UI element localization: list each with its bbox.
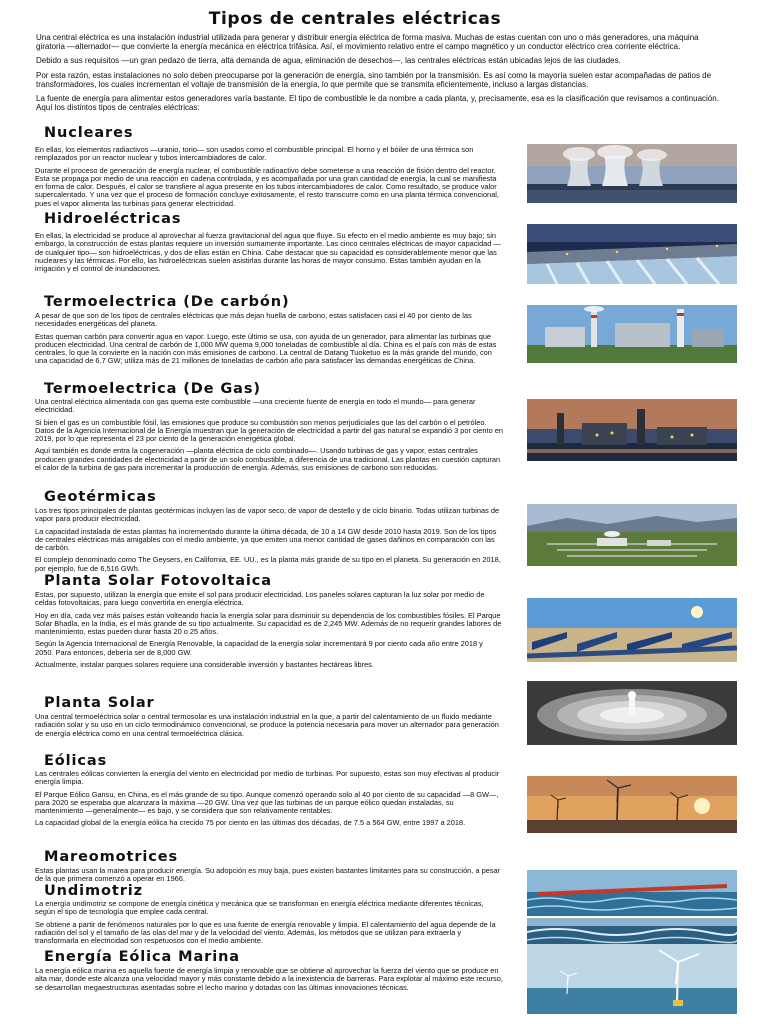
section-paragraph: Estas, por supuesto, utilizan la energía que emite el sol para producir electricidad. Los paneles solares capturan la luz solar por medio de celdas fotovoltaicas, para luego convertirla en energía eléctrica.	[35, 590, 485, 608]
section-title: Mareomotrices	[44, 849, 179, 865]
section-paragraph: Aquí también es donde entra la cogeneración —planta eléctrica de ciclo combinado—. Usando turbinas de gas y vapor, estas centrales producen grandes cantidades de electricidad a partir de un solo combustible, a diferencia de una tradicional. Las plantas en cuestión capturan el calor de la turbina de gas para incrementar la producción de energía. Además, sus emisiones de carbono son reducidas.	[35, 446, 501, 473]
geothermal-plant-photo	[527, 504, 737, 566]
section-title: Termoelectrica (De Gas)	[44, 381, 261, 397]
section-paragraph: Las centrales eólicas convierten la energía del viento en electricidad por medio de turbinas. Por supuesto, estas son muy efectivas al producir energía limpia.	[35, 769, 500, 787]
section-paragraph: El complejo denominado como The Geysers, en California, EE. UU., es la planta más grande de su tipo en el planeta. Su generación en 2018, por ejemplo, fue de 6,516 GWh.	[35, 555, 501, 573]
section-title: Eólicas	[44, 753, 108, 769]
section-body	[35, 312, 503, 370]
coal-power-plant-photo	[527, 305, 737, 363]
section-body	[35, 713, 503, 742]
section-title: Planta Solar	[44, 695, 155, 711]
section-title: Undimotriz	[44, 883, 144, 899]
wave-energy-photo	[527, 918, 737, 945]
section-body	[35, 507, 503, 577]
solar-panels-photo	[527, 598, 737, 662]
section-title: Hidroeléctricas	[44, 211, 182, 227]
section-body	[35, 591, 503, 673]
offshore-wind-turbine-photo	[527, 944, 737, 1014]
section-body	[35, 232, 503, 277]
section-paragraph: Una central eléctrica alimentada con gas quema este combustible —una creciente fuente de energía en todo el mundo— para generar electricidad.	[35, 397, 476, 415]
section-paragraph: Durante el proceso de generación de energía nuclear, el combustible radioactivo debe someterse a una reacción de fisión dentro del reactor. Esta se propaga por medio de una reacción en cadena controlada, y es acompañada por una gran cantidad de energía, la cual se manifiesta en forma de calor. Después, el calor se transfiere al agua presente en los tubos intercambiadores de calor. Como resultado, se produce valor supercalentado. Y una vez que el proceso de formación concluye exitosamente, el resto transcurre como en una planta térmica convencional, pues el vapor alimenta las turbinas para generar electricidad.	[35, 165, 499, 208]
section-paragraph: A pesar de que son de los tipos de centrales eléctricas que más dejan huella de carbono, estas satisfacen casi el 40 por ciento de las necesidades energéticas del planeta.	[35, 311, 472, 329]
section-paragraph: Actualmente, instalar parques solares requiere una considerable inversión y bastantes hectáreas libres.	[35, 660, 374, 670]
section-paragraph: La energía undimotriz se compone de energía cinética y mecánica que se transforman en energía eléctrica mediante diferentes técnicas, según el tipo de tecnología que emplee cada central.	[35, 899, 484, 917]
section-title: Nucleares	[44, 125, 134, 141]
section-paragraph: En ellas, los elementos radiactivos —uranio, torio— son usados como el combustible principal. El horno y el bóiler de una térmica son remplazados por un reactor nuclear y tubos intercambiadores de calor.	[35, 145, 474, 163]
tidal-energy-photo	[527, 870, 737, 916]
section-paragraph: Los tres tipos principales de plantas geotérmicas incluyen las de vapor seco, de vapor de destello y de ciclo binario. Todas utilizan turbinas de vapor para producir electricidad.	[35, 506, 500, 524]
intro-paragraph: Por esta razón, estas instalaciones no solo deben preocuparse por la generación de energía, sino también por la transmisión. Es así como la mayoría suelen estar acompañadas de patios de transformadores, los cuales incrementan el voltaje de transmisión de la energía, lo que permite que se transmita eficientemente, incluso a largas distancias.	[36, 70, 712, 89]
solar-thermal-tower-photo	[527, 681, 737, 745]
section-paragraph: Una central termoeléctrica solar o central termosolar es una instalación industrial en la que, a partir del calentamiento de un fluido mediante radiación solar y su uso en un ciclo termodinámico convencional, se produce la potencia necesaria para mover un alternador para generación de energía eléctrica como en una central termoeléctrica clásica.	[35, 712, 499, 738]
wind-turbines-photo	[527, 776, 737, 833]
section-body	[35, 398, 503, 476]
section-paragraph: Hoy en día, cada vez más países están volteando hacia la energía solar para disminuir su dependencia de los combustibles fósiles. El Parque Solar Bhadla, en la India, es el más grande de su tipo actualmente. Su capacidad es de 2,245 MW. Además de no requerir grandes labores de mantenimiento, estas pueden durar hasta 20 o 25 años.	[35, 610, 502, 637]
section-paragraph: Si bien el gas es un combustible fósil, las emisiones que produce su combustión son menos perjudiciales que las del carbón o el petróleo. Datos de la Agencia Internacional de la Energía muestran que la generación de electricidad a partir del gas natural se expandió 3 por ciento en 2019, por lo que representa el 23 por ciento de la generación energética global.	[35, 417, 503, 444]
section-body	[35, 146, 503, 212]
section-title: Geotérmicas	[44, 489, 157, 505]
section-body	[35, 770, 503, 832]
section-paragraph: Estas plantas usan la marea para producir energía. Su adopción es muy baja, pues existen bastantes limitantes para su construcción, a pesar de la que primera comenzó a operar en 1966.	[35, 866, 501, 884]
nuclear-cooling-towers-photo	[527, 144, 737, 203]
section-title: Planta Solar Fotovoltaica	[44, 573, 272, 589]
section-body	[35, 967, 503, 996]
section-paragraph: Según la Agencia Internacional de Energía Renovable, la capacidad de la energía solar incrementará 9 por ciento cada año entre 2018 y 2050. Para entonces, debería ser de 8,000 GW.	[35, 639, 483, 657]
section-body	[35, 900, 503, 949]
hydroelectric-dam-photo	[527, 224, 737, 284]
section-title: Termoelectrica (De carbón)	[44, 294, 290, 310]
intro-paragraph: Una central eléctrica es una instalación industrial utilizada para generar y distribuir energía eléctrica de forma masiva. Muchas de estas cuentan con uno o más generadores, una máquina giratoria —alternador— que convierte la energía mecánica en eléctrica trifásica. Así, el movimiento relativo entre el campo magnético y un conductor eléctrico crea corriente eléctrica.	[36, 33, 699, 52]
section-paragraph: La energía eólica marina es aquella fuente de energía limpia y renovable que se obtiene al aprovechar la fuerza del viento que se produce en alta mar, donde este alcanza una velocidad mayor y más constante debido a la inexistencia de barreras. Para explotar al máximo este recurso, se desarrollan megaestructuras asentadas sobre el lecho marino y dotadas con las últimas innovaciones técnicas.	[35, 966, 503, 992]
section-paragraph: En ellas, la electricidad se produce al aprovechar al fuerza gravitacional del agua que fluye. Su efecto en el medio ambiente es muy bajo; sin embargo, la construcción de estas plantas requiere un inversión sumamente importante. Las cinco centrales eléctricas de mayor capacidad —de cualquier tipo— son hidroeléctricas, y dos de ellas están en China. Cabe destacar que su capacidad es considerablemente menor que las nucleares y las térmicas. Por ello, las hidroeléctricas suelen asistirlas durante las horas de mayor consumo. Estas también ayudan en la irrigación y el control de inundaciones.	[35, 231, 501, 274]
intro-block	[36, 33, 726, 117]
section-paragraph: El Parque Eólico Gansu, en China, es el más grande de su tipo. Aunque comenzó operando solo al 40 por ciento de su capacidad —8 GW—, para 2020 se esperaba que alcanzara la máxima —20 GW. Una vez que las turbinas de un parque eólico quedan instaladas, su mantenimiento —generalmente— es bajo, y se considera que son relativamente rentables.	[35, 789, 499, 816]
section-paragraph: La capacidad instalada de estas plantas ha incrementado durante la última década, de 10 a 14 GW desde 2010 hasta 2019. Son de los tipos de centrales eléctricas más amigables con el medio ambiente, ya que emiten una menor cantidad de gases dañinos en comparación con las de carbón.	[35, 526, 497, 553]
section-paragraph: Se obtiene a partir de fenómenos naturales por lo que es una fuente de energía renovable y limpia. El calentamiento del agua depende de la radiación del sol y el tamaño de las olas del mar y de la velocidad del viento. Además, los métodos que se utilizan para extraerla y transformarla en electricidad son respetuosos con el medio ambiente.	[35, 919, 496, 946]
section-paragraph: Estas queman carbón para convertir agua en vapor. Luego, este último se usa, con ayuda de un generador, para alimentar las turbinas que producen electricidad. Una central de carbón de 1,000 MW quema 9,000 toneladas de combustible al día. China es el país con más de estas centrales, lo que la convierte en la nación con más emisiones de carbono. La central de Datang Tuoketuo es la más grande del mundo, con una capacidad de 6.7 GW; utiliza más de 21 millones de toneladas de carbón año para satisfacer las demandas energéticas de China.	[35, 331, 497, 366]
intro-paragraph: Debido a sus requisitos —un gran pedazo de tierra, alta demanda de agua, eliminación de desechos—, las centrales eléctricas están ubicadas lejos de las ciudades.	[36, 56, 621, 66]
intro-paragraph: La fuente de energía para alimentar estos generadores varía bastante. El tipo de combustible le da nombre a cada planta, y, precisamente, esa es la clasificación que revisamos a continuación. Aquí los distintos tipos de centrales eléctricas:	[36, 94, 719, 113]
gas-power-plant-photo	[527, 399, 737, 461]
section-paragraph: La capacidad global de la energía eólica ha crecido 75 por ciento en las últimas dos décadas, de 7.5 a 564 GW, entre 1997 a 2018.	[35, 818, 466, 828]
page-title: Tipos de centrales eléctricas	[208, 9, 502, 29]
section-title: Energía Eólica Marina	[44, 949, 240, 965]
